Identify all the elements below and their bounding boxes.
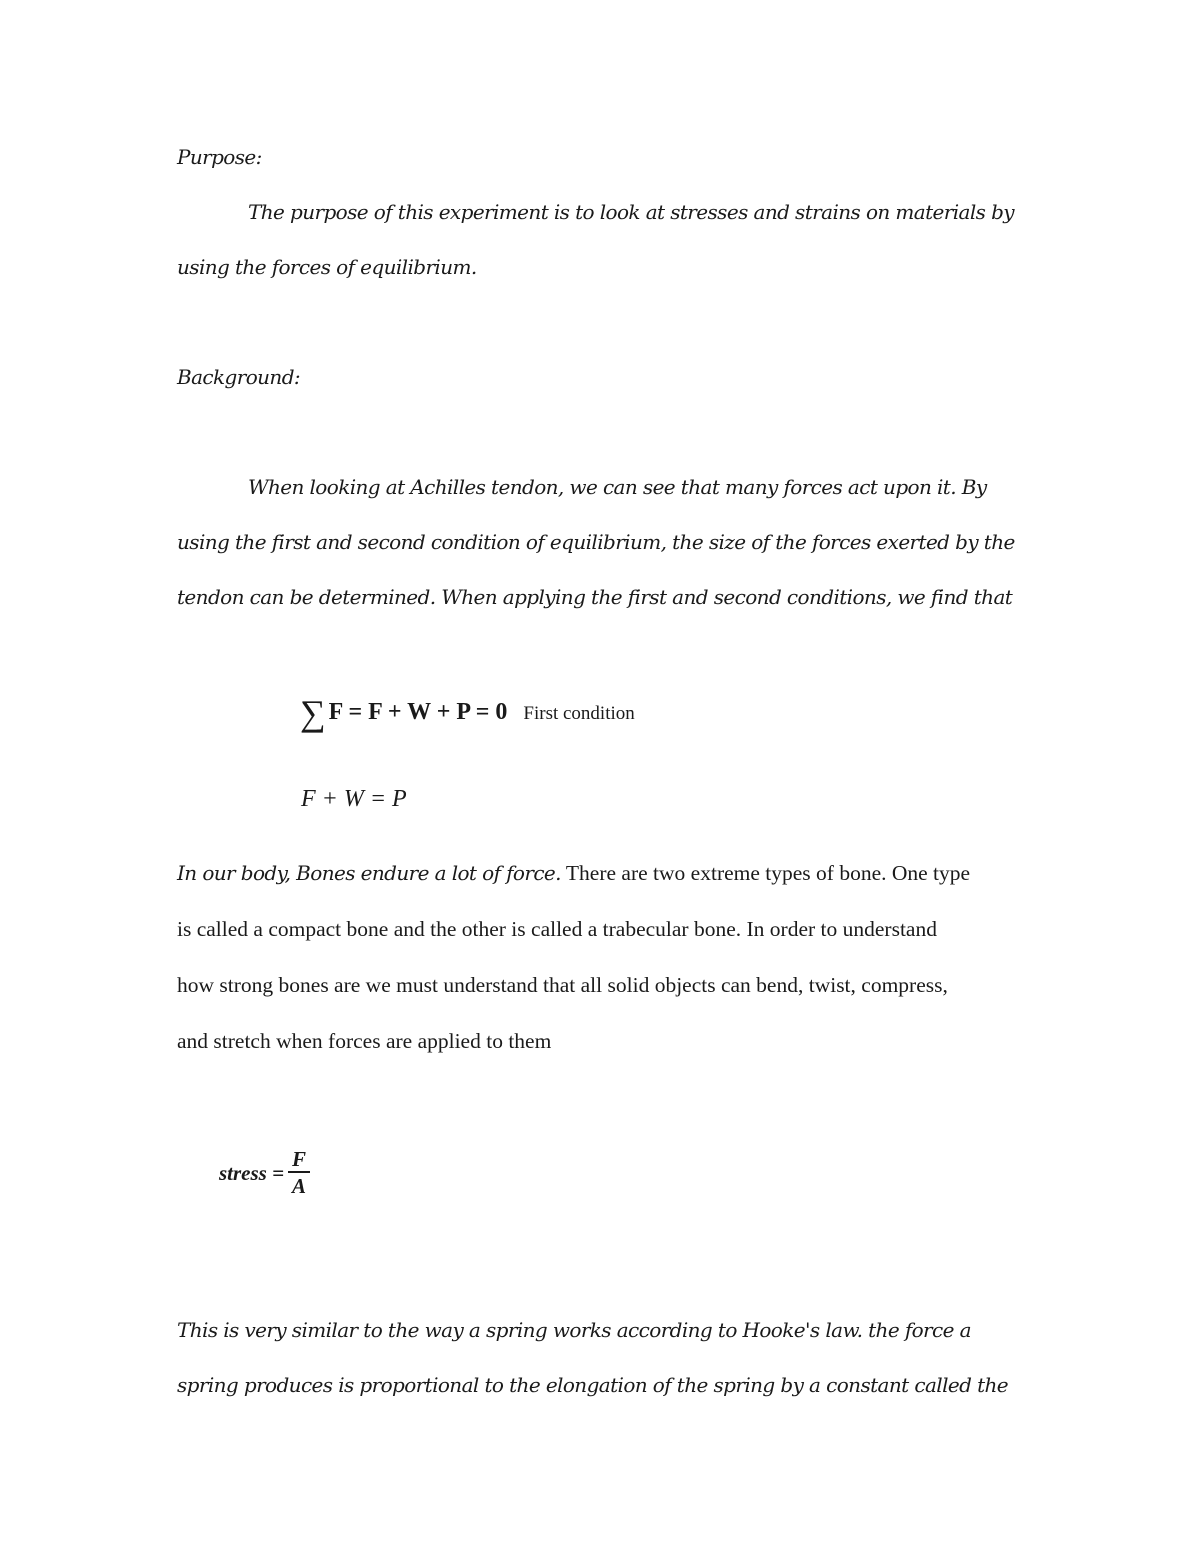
force-balance-equation: F + W = P [301, 786, 407, 812]
equation-body: F = F + W + P = 0 [328, 699, 508, 725]
summation-symbol: ∑ [300, 693, 326, 733]
bones-text-line-1 [177, 860, 970, 886]
background-heading: Background: [177, 365, 301, 389]
background-text-line-3: tendon can be determined. When applying the first and second conditions, we find that [177, 585, 1013, 609]
stress-lhs: stress = [219, 1160, 285, 1185]
equation-label: First condition [523, 703, 635, 724]
purpose-text-line-1: The purpose of this experiment is to look at stresses and strains on materials by [248, 200, 1014, 224]
bones-text-line-2: is called a compact bone and the other is called a trabecular bone. In order to understand [177, 917, 937, 941]
hooke-text-line-2: spring produces is proportional to the elongation of the spring by a constant called the [177, 1373, 1009, 1397]
fraction-numerator: F [292, 1147, 307, 1171]
purpose-text-line-2: using the forces of equilibrium. [177, 255, 477, 279]
purpose-heading: Purpose: [177, 145, 262, 169]
background-text-line-1: When looking at Achilles tendon, we can see that many forces act upon it. By [248, 475, 987, 499]
bones-text-line-3: how strong bones are we must understand that all solid objects can bend, twist, compress, [177, 973, 948, 997]
bones-text-rest: There are two extreme types of bone. One type [560, 861, 971, 885]
bones-italic-phrase: In our body, Bones endure a lot of force. [177, 861, 561, 885]
background-text-line-2: using the first and second condition of equilibrium, the size of the forces exerted by the [177, 530, 1015, 554]
fraction-denominator: A [292, 1174, 307, 1198]
hooke-text-line-1: This is very similar to the way a spring works according to Hooke's law. the force a [177, 1318, 971, 1342]
stress-equation [219, 1147, 310, 1199]
bones-text-line-4: and stretch when forces are applied to them [177, 1029, 552, 1053]
first-condition-equation [300, 693, 635, 733]
stress-fraction [288, 1147, 310, 1199]
